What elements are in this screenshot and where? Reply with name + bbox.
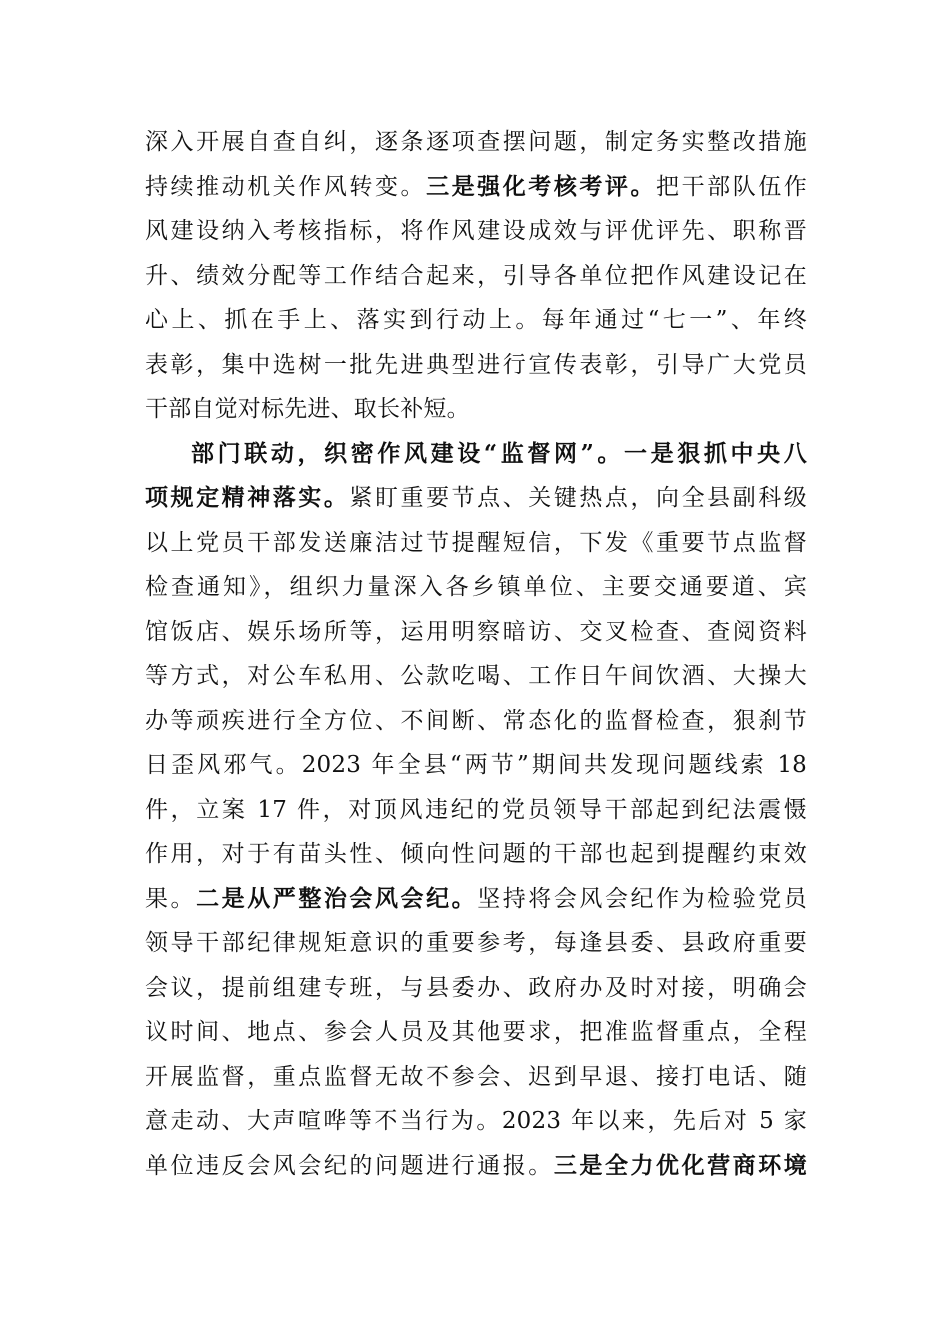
- text-segment: 表彰，集中选树一批先进典型进行宣传表彰，引导广大党员: [145, 351, 807, 378]
- text-line: [145, 699, 807, 744]
- bold-text-segment: 三是全力优化营商环境: [553, 1151, 808, 1179]
- text-line: [145, 343, 807, 388]
- text-line: [145, 654, 807, 699]
- text-segment: 坚持将会风会纪作为检验党员: [477, 885, 808, 912]
- text-segment: 以上党员干部发送廉洁过节提醒短信，下发《重要节点监督: [145, 529, 807, 556]
- text-segment: 深入开展自查自纠，逐条逐项查摆问题，制定务实整改措施: [145, 129, 807, 155]
- text-line: [145, 387, 807, 432]
- bold-text-segment: 三是强化考核考评。: [426, 172, 657, 200]
- text-line: [145, 209, 807, 254]
- text-line: [145, 476, 807, 521]
- text-segment: 果。: [145, 885, 197, 912]
- text-line: [145, 1010, 807, 1055]
- text-segment: 意走动、大声喧哗等不当行为。2023 年以来，先后对 5 家: [145, 1108, 807, 1134]
- text-line: [145, 565, 807, 610]
- text-line: [145, 298, 807, 343]
- text-segment: 日歪风邪气。2023 年全县“两节”期间共发现问题线索 18: [145, 752, 807, 778]
- bold-text-segment: 二是从严整治会风会纪。: [196, 884, 478, 912]
- bold-text-segment: 部门联动，织密作风建设“监督网”。一是狠抓中央八: [191, 439, 807, 467]
- text-line: [145, 877, 807, 922]
- text-line: [145, 966, 807, 1011]
- text-segment: 紧盯重要节点、关键热点，向全县副科级: [349, 485, 807, 511]
- text-segment: 检查通知》，组织力量深入各乡镇单位、主要交通要道、宾: [145, 574, 807, 600]
- text-segment: 开展监督，重点监督无故不参会、迟到早退、接打电话、随: [145, 1063, 807, 1090]
- text-line: [145, 1144, 807, 1189]
- text-segment: 等方式，对公车私用、公款吃喝、工作日午间饮酒、大操大: [145, 663, 807, 689]
- text-line: [145, 921, 807, 966]
- text-line: [145, 1055, 807, 1100]
- text-segment: 心上、抓在手上、落实到行动上。每年通过“七一”、年终: [145, 307, 807, 333]
- text-segment: 作用，对于有苗头性、倾向性问题的干部也起到提醒约束效: [145, 841, 807, 867]
- bold-text-segment: 项规定精神落实。: [145, 484, 350, 511]
- text-segment: 领导干部纪律规矩意识的重要参考，每逢县委、县政府重要: [145, 930, 807, 956]
- text-segment: 单位违反会风会纪的问题进行通报。: [145, 1152, 554, 1179]
- text-line: [145, 254, 807, 299]
- text-line: [145, 788, 807, 833]
- text-segment: 办等顽疾进行全方位、不间断、常态化的监督检查，狠刹节: [145, 707, 807, 734]
- text-line: [145, 610, 807, 655]
- text-line: [145, 165, 807, 210]
- text-line: [145, 432, 807, 477]
- text-segment: 升、绩效分配等工作结合起来，引导各单位把作风建设记在: [145, 262, 807, 289]
- text-line: [145, 521, 807, 566]
- text-segment: 风建设纳入考核指标，将作风建设成效与评优评先、职称晋: [145, 218, 807, 244]
- text-segment: 议时间、地点、参会人员及其他要求，把准监督重点，全程: [145, 1019, 807, 1045]
- text-segment: 持续推动机关作风转变。: [145, 173, 427, 200]
- text-line: [145, 832, 807, 877]
- text-segment: 件，立案 17 件，对顶风违纪的党员领导干部起到纪法震慑: [145, 796, 807, 823]
- text-segment: 把干部队伍作: [656, 173, 808, 200]
- text-line: [145, 1099, 807, 1144]
- text-line: [145, 743, 807, 788]
- text-segment: 会议，提前组建专班，与县委办、政府办及时对接，明确会: [145, 974, 807, 1001]
- text-segment: 馆饭店、娱乐场所等，运用明察暗访、交叉检查、查阅资料: [145, 618, 807, 645]
- text-segment: 干部自觉对标先进、取长补短。: [145, 396, 470, 422]
- document-body-text: [145, 120, 807, 1188]
- text-line: [145, 120, 807, 165]
